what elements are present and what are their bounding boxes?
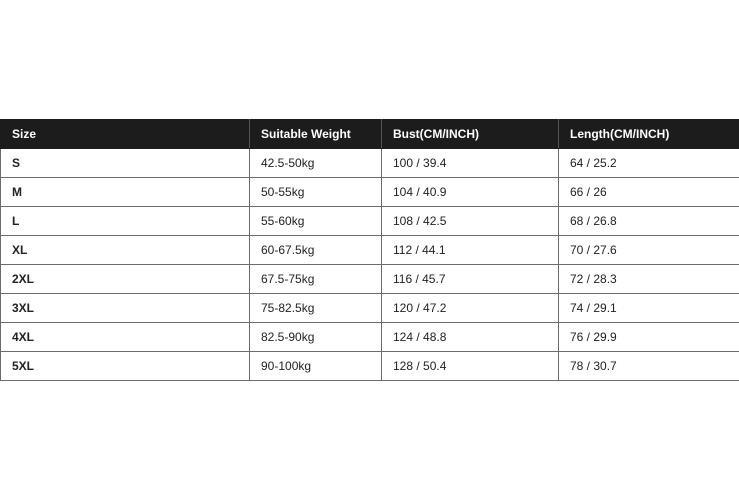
table-header xyxy=(1,120,739,149)
size-cell: 4XL xyxy=(1,323,250,352)
table-row xyxy=(1,207,739,236)
length-cell: 68 / 26.8 xyxy=(559,207,739,236)
length-cell: 72 / 28.3 xyxy=(559,265,739,294)
bust-cell: 100 / 39.4 xyxy=(382,149,559,178)
table-row xyxy=(1,236,739,265)
length-cell: 74 / 29.1 xyxy=(559,294,739,323)
table-body xyxy=(1,149,739,381)
bust-cell: 108 / 42.5 xyxy=(382,207,559,236)
header-suitable-weight: Suitable Weight xyxy=(250,120,382,149)
length-cell: 76 / 29.9 xyxy=(559,323,739,352)
bust-cell: 104 / 40.9 xyxy=(382,178,559,207)
weight-cell: 90-100kg xyxy=(250,352,382,381)
header-row xyxy=(1,120,739,149)
length-cell: 64 / 25.2 xyxy=(559,149,739,178)
table-row xyxy=(1,178,739,207)
bust-cell: 116 / 45.7 xyxy=(382,265,559,294)
size-cell: 2XL xyxy=(1,265,250,294)
size-cell: M xyxy=(1,178,250,207)
header-length: Length(CM/INCH) xyxy=(559,120,739,149)
size-cell: 3XL xyxy=(1,294,250,323)
length-cell: 66 / 26 xyxy=(559,178,739,207)
size-cell: XL xyxy=(1,236,250,265)
header-bust: Bust(CM/INCH) xyxy=(382,120,559,149)
length-cell: 70 / 27.6 xyxy=(559,236,739,265)
weight-cell: 82.5-90kg xyxy=(250,323,382,352)
weight-cell: 42.5-50kg xyxy=(250,149,382,178)
size-cell: S xyxy=(1,149,250,178)
bust-cell: 124 / 48.8 xyxy=(382,323,559,352)
weight-cell: 67.5-75kg xyxy=(250,265,382,294)
size-chart-table xyxy=(0,119,739,381)
size-cell: 5XL xyxy=(1,352,250,381)
weight-cell: 50-55kg xyxy=(250,178,382,207)
table-row xyxy=(1,352,739,381)
bust-cell: 112 / 44.1 xyxy=(382,236,559,265)
bust-cell: 120 / 47.2 xyxy=(382,294,559,323)
table-row xyxy=(1,323,739,352)
table-row xyxy=(1,149,739,178)
weight-cell: 60-67.5kg xyxy=(250,236,382,265)
bust-cell: 128 / 50.4 xyxy=(382,352,559,381)
length-cell: 78 / 30.7 xyxy=(559,352,739,381)
header-size: Size xyxy=(1,120,250,149)
weight-cell: 55-60kg xyxy=(250,207,382,236)
weight-cell: 75-82.5kg xyxy=(250,294,382,323)
table-row xyxy=(1,294,739,323)
table-row xyxy=(1,265,739,294)
size-cell: L xyxy=(1,207,250,236)
